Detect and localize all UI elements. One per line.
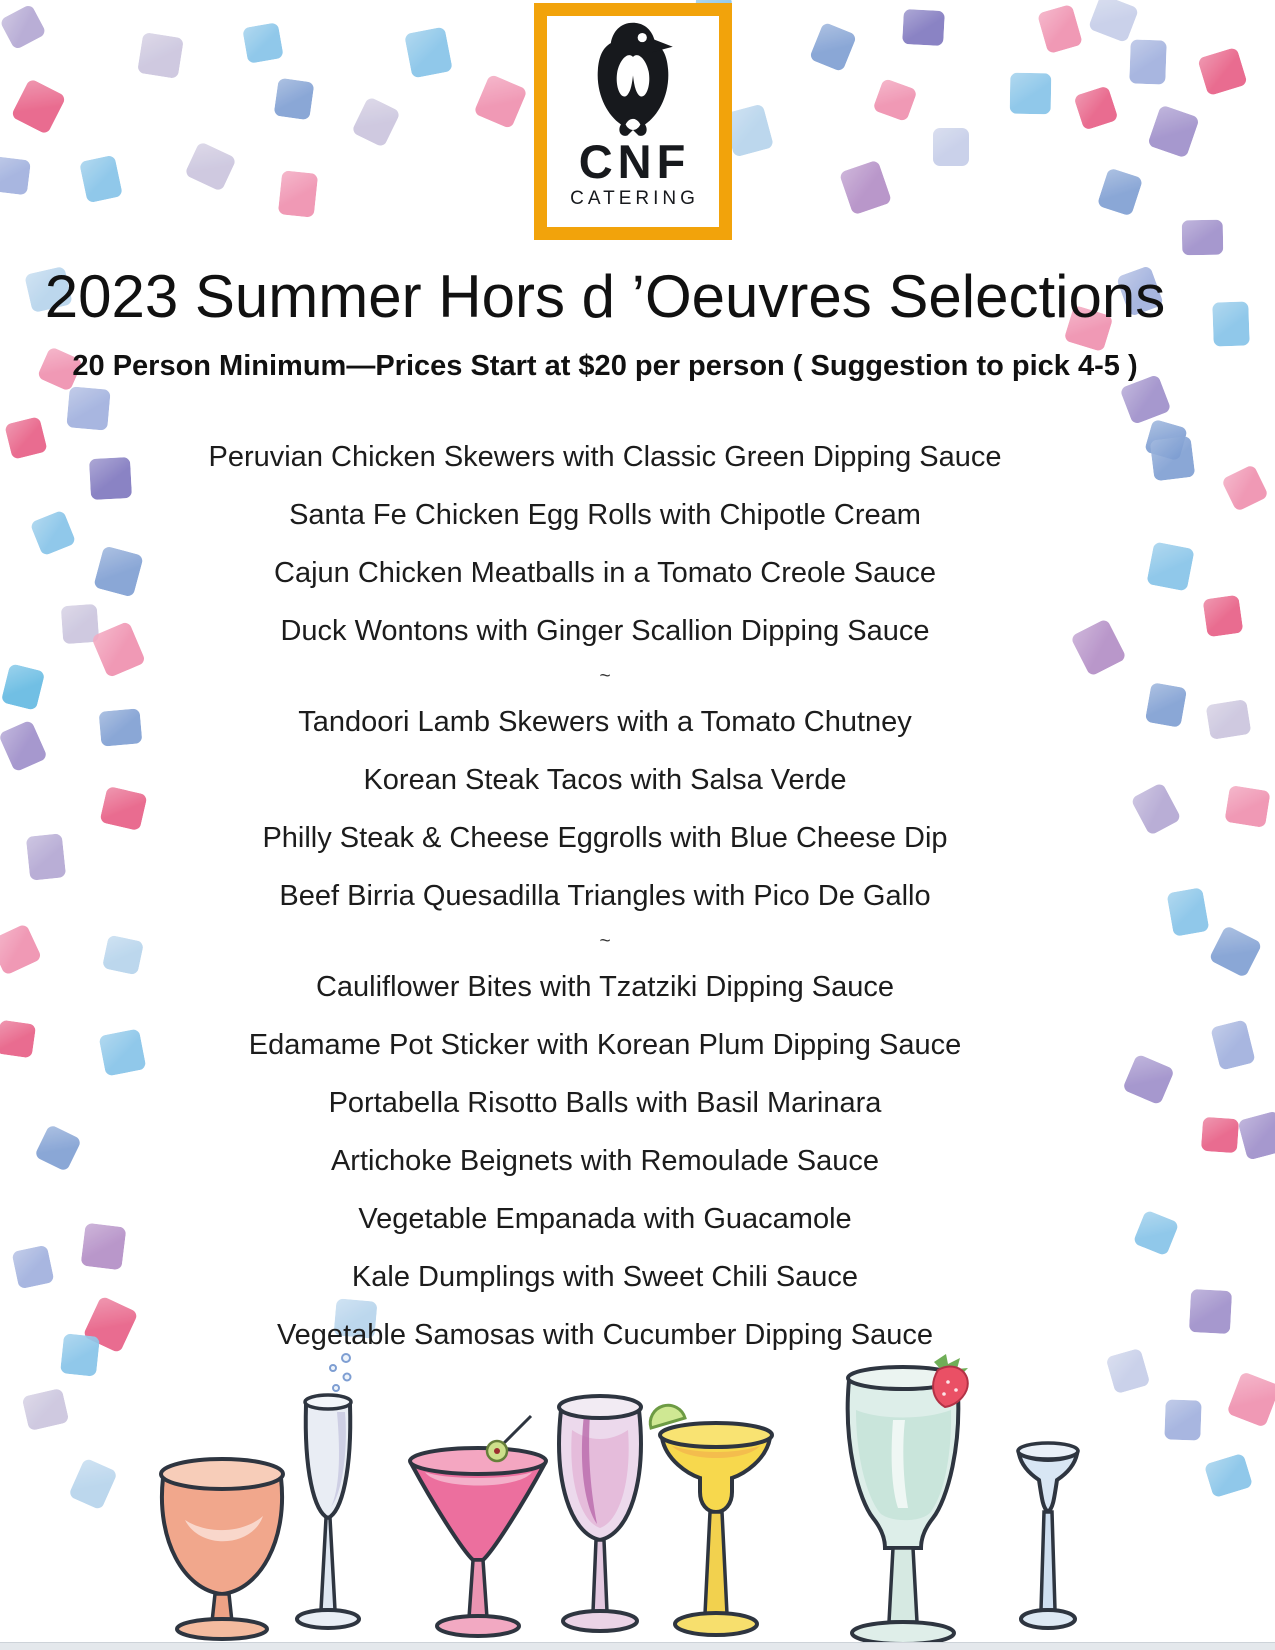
confetti-square — [1073, 85, 1118, 130]
group-separator: ~ — [599, 665, 611, 687]
menu-item: Peruvian Chicken Skewers with Classic Green Dipping Sauce — [208, 440, 1002, 473]
confetti-square — [1237, 1110, 1275, 1160]
confetti-square — [872, 78, 917, 122]
confetti-square — [1221, 464, 1269, 512]
page-subtitle: 20 Person Minimum—Prices Start at $20 per person ( Suggestion to pick 4-5 ) — [72, 350, 1138, 382]
cordial-glass — [1018, 1443, 1078, 1628]
confetti-square — [404, 27, 453, 79]
menu-item: Cauliflower Bites with Tzatziki Dipping Sauce — [315, 970, 895, 1003]
confetti-square — [10, 78, 66, 135]
menu-item: Beef Birria Quesadilla Triangles with Pico De Gallo — [279, 879, 931, 912]
confetti-square — [0, 4, 47, 51]
menu-item: Kale Dumplings with Sweet Chili Sauce — [351, 1260, 859, 1293]
confetti-square — [1212, 301, 1250, 346]
menu-list — [0, 428, 1210, 1364]
group-separator: ~ — [599, 930, 611, 952]
confetti-square — [809, 22, 857, 73]
confetti-square — [1147, 104, 1200, 158]
confetti-square — [1097, 167, 1144, 216]
confetti-square — [933, 128, 969, 166]
menu-item: Duck Wontons with Ginger Scallion Dipping Sauce — [280, 614, 930, 647]
cocktail-glasses-illustration — [0, 1350, 1275, 1650]
confetti-square — [1206, 699, 1252, 740]
confetti-square — [902, 9, 945, 46]
margarita-glass — [650, 1405, 772, 1635]
menu-item: Cajun Chicken Meatballs in a Tomato Creole Sauce — [274, 556, 936, 589]
confetti-square — [0, 156, 31, 196]
hurricane-glass — [848, 1354, 968, 1644]
confetti-square — [1210, 1019, 1256, 1070]
menu-item: Santa Fe Chicken Egg Rolls with Chipotle Cream — [289, 498, 921, 531]
confetti-square — [137, 32, 184, 79]
confetti-square — [1037, 4, 1083, 54]
brand-subtitle: CATERING — [570, 188, 699, 209]
snifter-glass — [161, 1459, 283, 1639]
martini-glass — [410, 1416, 546, 1636]
menu-item: Korean Steak Tacos with Salsa Verde — [363, 763, 847, 796]
confetti-square — [1182, 220, 1224, 256]
menu-item: Portabella Risotto Balls with Basil Marinara — [328, 1086, 882, 1119]
penguin-icon — [577, 20, 689, 142]
confetti-square — [184, 141, 237, 192]
menu-item: Vegetable Samosas with Cucumber Dipping Sauce — [276, 1318, 934, 1351]
confetti-square — [278, 170, 318, 218]
confetti-square — [274, 78, 315, 121]
confetti-square — [242, 22, 284, 64]
confetti-square — [839, 160, 892, 216]
confetti-square — [79, 155, 123, 204]
menu-item: Artichoke Beignets with Remoulade Sauce — [330, 1144, 880, 1177]
champagne-flute-glass — [297, 1354, 359, 1628]
confetti-square — [1129, 39, 1167, 84]
confetti-square — [473, 74, 528, 130]
menu-item: Philly Steak & Cheese Eggrolls with Blue Cheese Dip — [262, 821, 948, 854]
menu-item: Tandoori Lamb Skewers with a Tomato Chutney — [298, 705, 912, 738]
menu-item: Vegetable Empanada with Guacamole — [358, 1202, 852, 1235]
page-title: 2023 Summer Hors d ’Oeuvres Selections — [44, 263, 1166, 330]
logo-box — [534, 3, 732, 240]
confetti-square — [1197, 47, 1248, 96]
menu-item: Edamame Pot Sticker with Korean Plum Dipping Sauce — [248, 1028, 962, 1061]
confetti-square — [66, 386, 110, 430]
brand-name: CNF — [578, 135, 691, 188]
confetti-square — [351, 96, 401, 148]
page-bottom-edge — [0, 1642, 1275, 1650]
confetti-square — [1208, 925, 1262, 978]
confetti-square — [1088, 0, 1140, 43]
confetti-square — [1224, 785, 1270, 828]
wine-glass — [559, 1396, 641, 1631]
confetti-square — [1010, 73, 1052, 115]
